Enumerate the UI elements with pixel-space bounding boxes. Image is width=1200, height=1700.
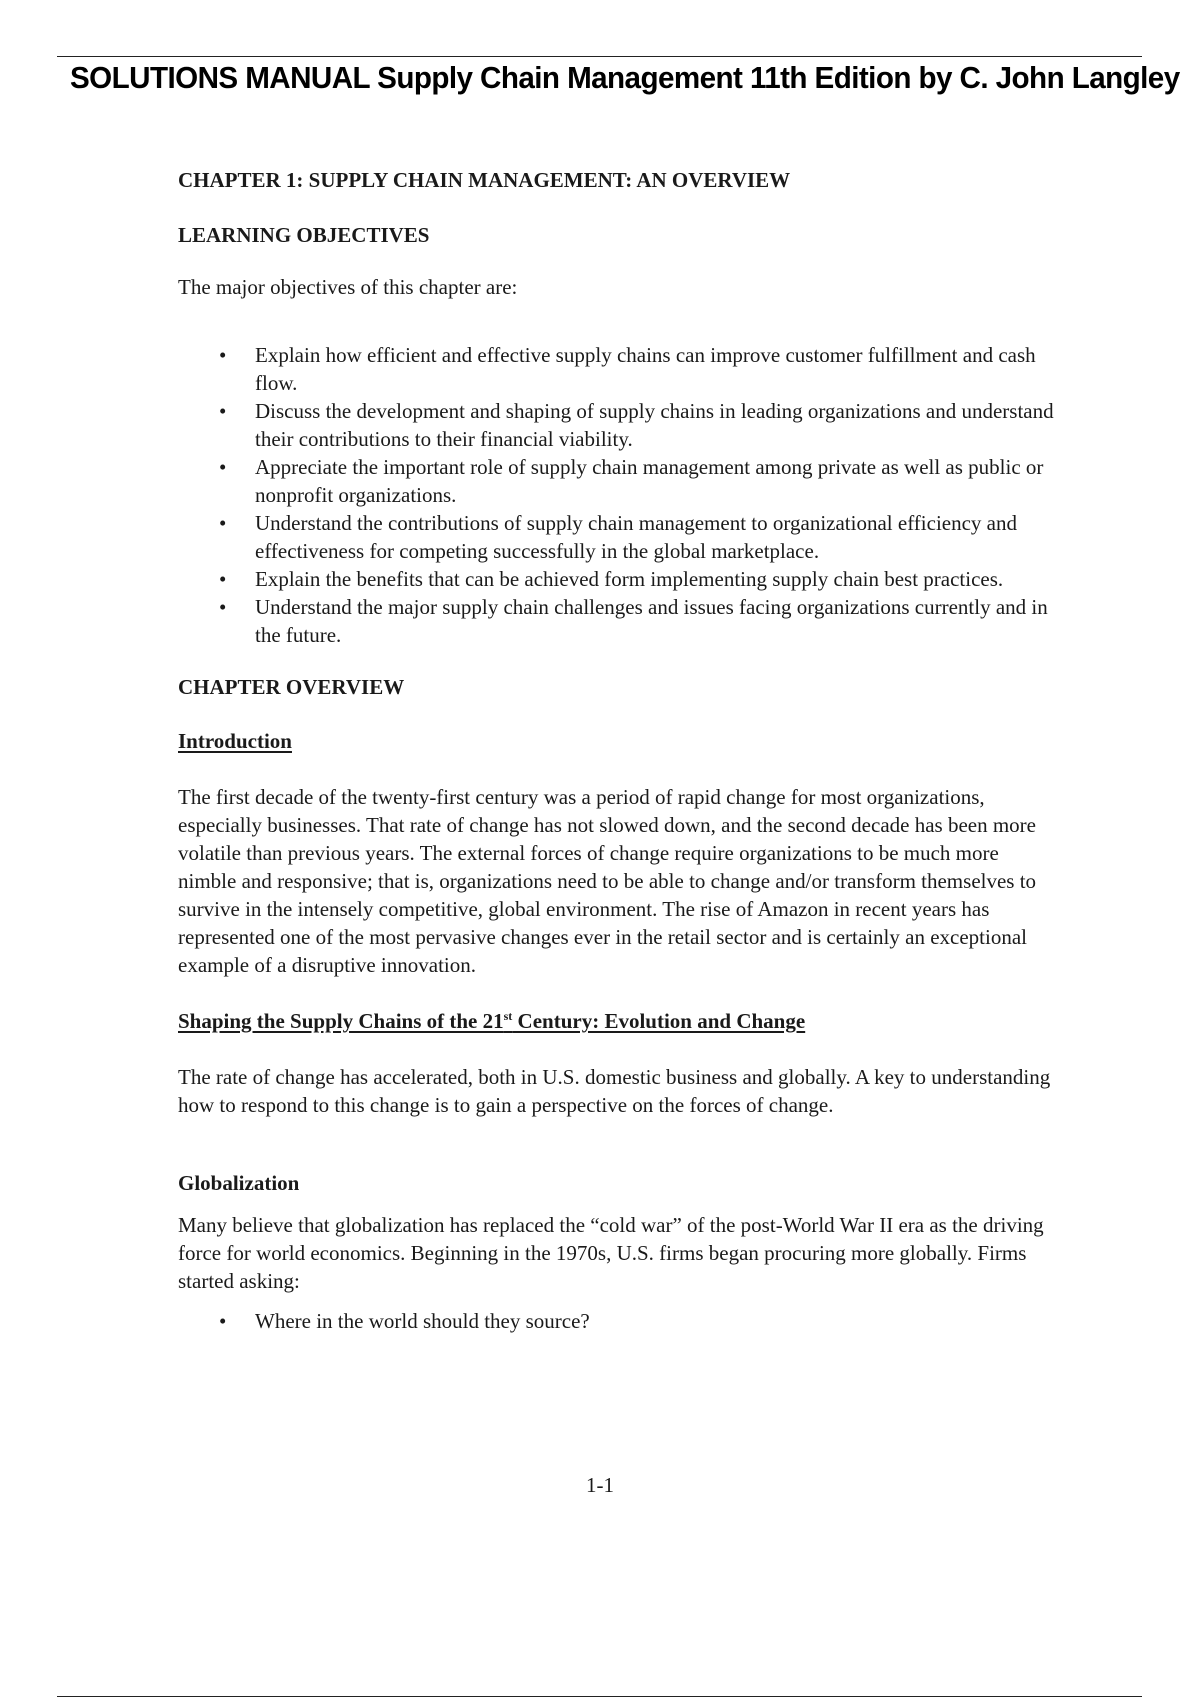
list-item: [178, 509, 1058, 565]
shaping-paragraph: The rate of change has accelerated, both in U.S. domestic business and globally. A key to understanding how to respond to this change is to gain a perspective on the forces of change.: [178, 1065, 1051, 1117]
bullet-icon: •: [219, 399, 227, 423]
list-item: [178, 341, 1058, 397]
bullet-icon: •: [219, 343, 227, 367]
objective-text: Appreciate the important role of supply chain management among private as well as public or nonprofit organizations.: [255, 455, 1044, 507]
bullet-icon: •: [219, 595, 227, 619]
objective-text: Understand the contributions of supply chain management to organizational efficiency and effectiveness for competing successfully in the global marketplace.: [255, 511, 1017, 563]
globalization-heading: Globalization: [178, 1171, 300, 1195]
list-item: [178, 593, 1058, 649]
list-item: [178, 453, 1058, 509]
list-item: [178, 397, 1058, 453]
bullet-icon: •: [219, 567, 227, 591]
page-content: [178, 166, 1058, 1335]
chapter-title: CHAPTER 1: SUPPLY CHAIN MANAGEMENT: AN OVERVIEW: [178, 168, 791, 192]
objectives-list: [178, 341, 1058, 649]
shaping-heading-main: Shaping the Supply Chains of the 21: [178, 1009, 504, 1033]
objective-text: Explain how efficient and effective supply chains can improve customer fulfillment and cash flow.: [255, 343, 1036, 395]
top-divider: [57, 56, 1142, 57]
list-item: [178, 1307, 1058, 1335]
objective-text: Explain the benefits that can be achieved form implementing supply chain best practices.: [255, 567, 1004, 591]
shaping-heading-tail: Century: Evolution and Change: [512, 1009, 806, 1033]
objective-text: Discuss the development and shaping of supply chains in leading organizations and understand their contributions to their financial viability.: [255, 399, 1054, 451]
bullet-icon: •: [219, 1309, 227, 1333]
introduction-heading: Introduction: [178, 729, 292, 753]
shaping-heading: [178, 1007, 1058, 1035]
objectives-intro: The major objectives of this chapter are:: [178, 275, 518, 299]
bottom-divider: [57, 1696, 1142, 1697]
globalization-list: [178, 1307, 1058, 1335]
list-item: [178, 565, 1058, 593]
globalization-question: Where in the world should they source?: [255, 1309, 590, 1333]
page-number: 1-1: [586, 1473, 614, 1497]
bullet-icon: •: [219, 511, 227, 535]
learning-objectives-heading: LEARNING OBJECTIVES: [178, 223, 430, 247]
shaping-heading-sup: st: [503, 1009, 513, 1023]
document-banner: SOLUTIONS MANUAL Supply Chain Management 11th Edition by C. John Langley: [70, 60, 1180, 95]
globalization-paragraph: Many believe that globalization has replaced the “cold war” of the post-World War II era as the driving force for world economics. Beginning in the 1970s, U.S. firms began procuring more globally. Firms started asking:: [178, 1213, 1044, 1293]
introduction-paragraph: The first decade of the twenty-first century was a period of rapid change for most organizations, especially businesses. That rate of change has not slowed down, and the second decade has been more volatile than previous years. The external forces of change require organizations to be much more nimble and responsive; that is, organizations need to be able to change and/or transform themselves to survive in the intensely competitive, global environment. The rise of Amazon in recent years has represented one of the most pervasive changes ever in the retail sector and is certainly an exceptional example of a disruptive innovation.: [178, 785, 1037, 977]
objective-text: Understand the major supply chain challenges and issues facing organizations currently and in the future.: [255, 595, 1048, 647]
bullet-icon: •: [219, 455, 227, 479]
chapter-overview-heading: CHAPTER OVERVIEW: [178, 675, 405, 699]
